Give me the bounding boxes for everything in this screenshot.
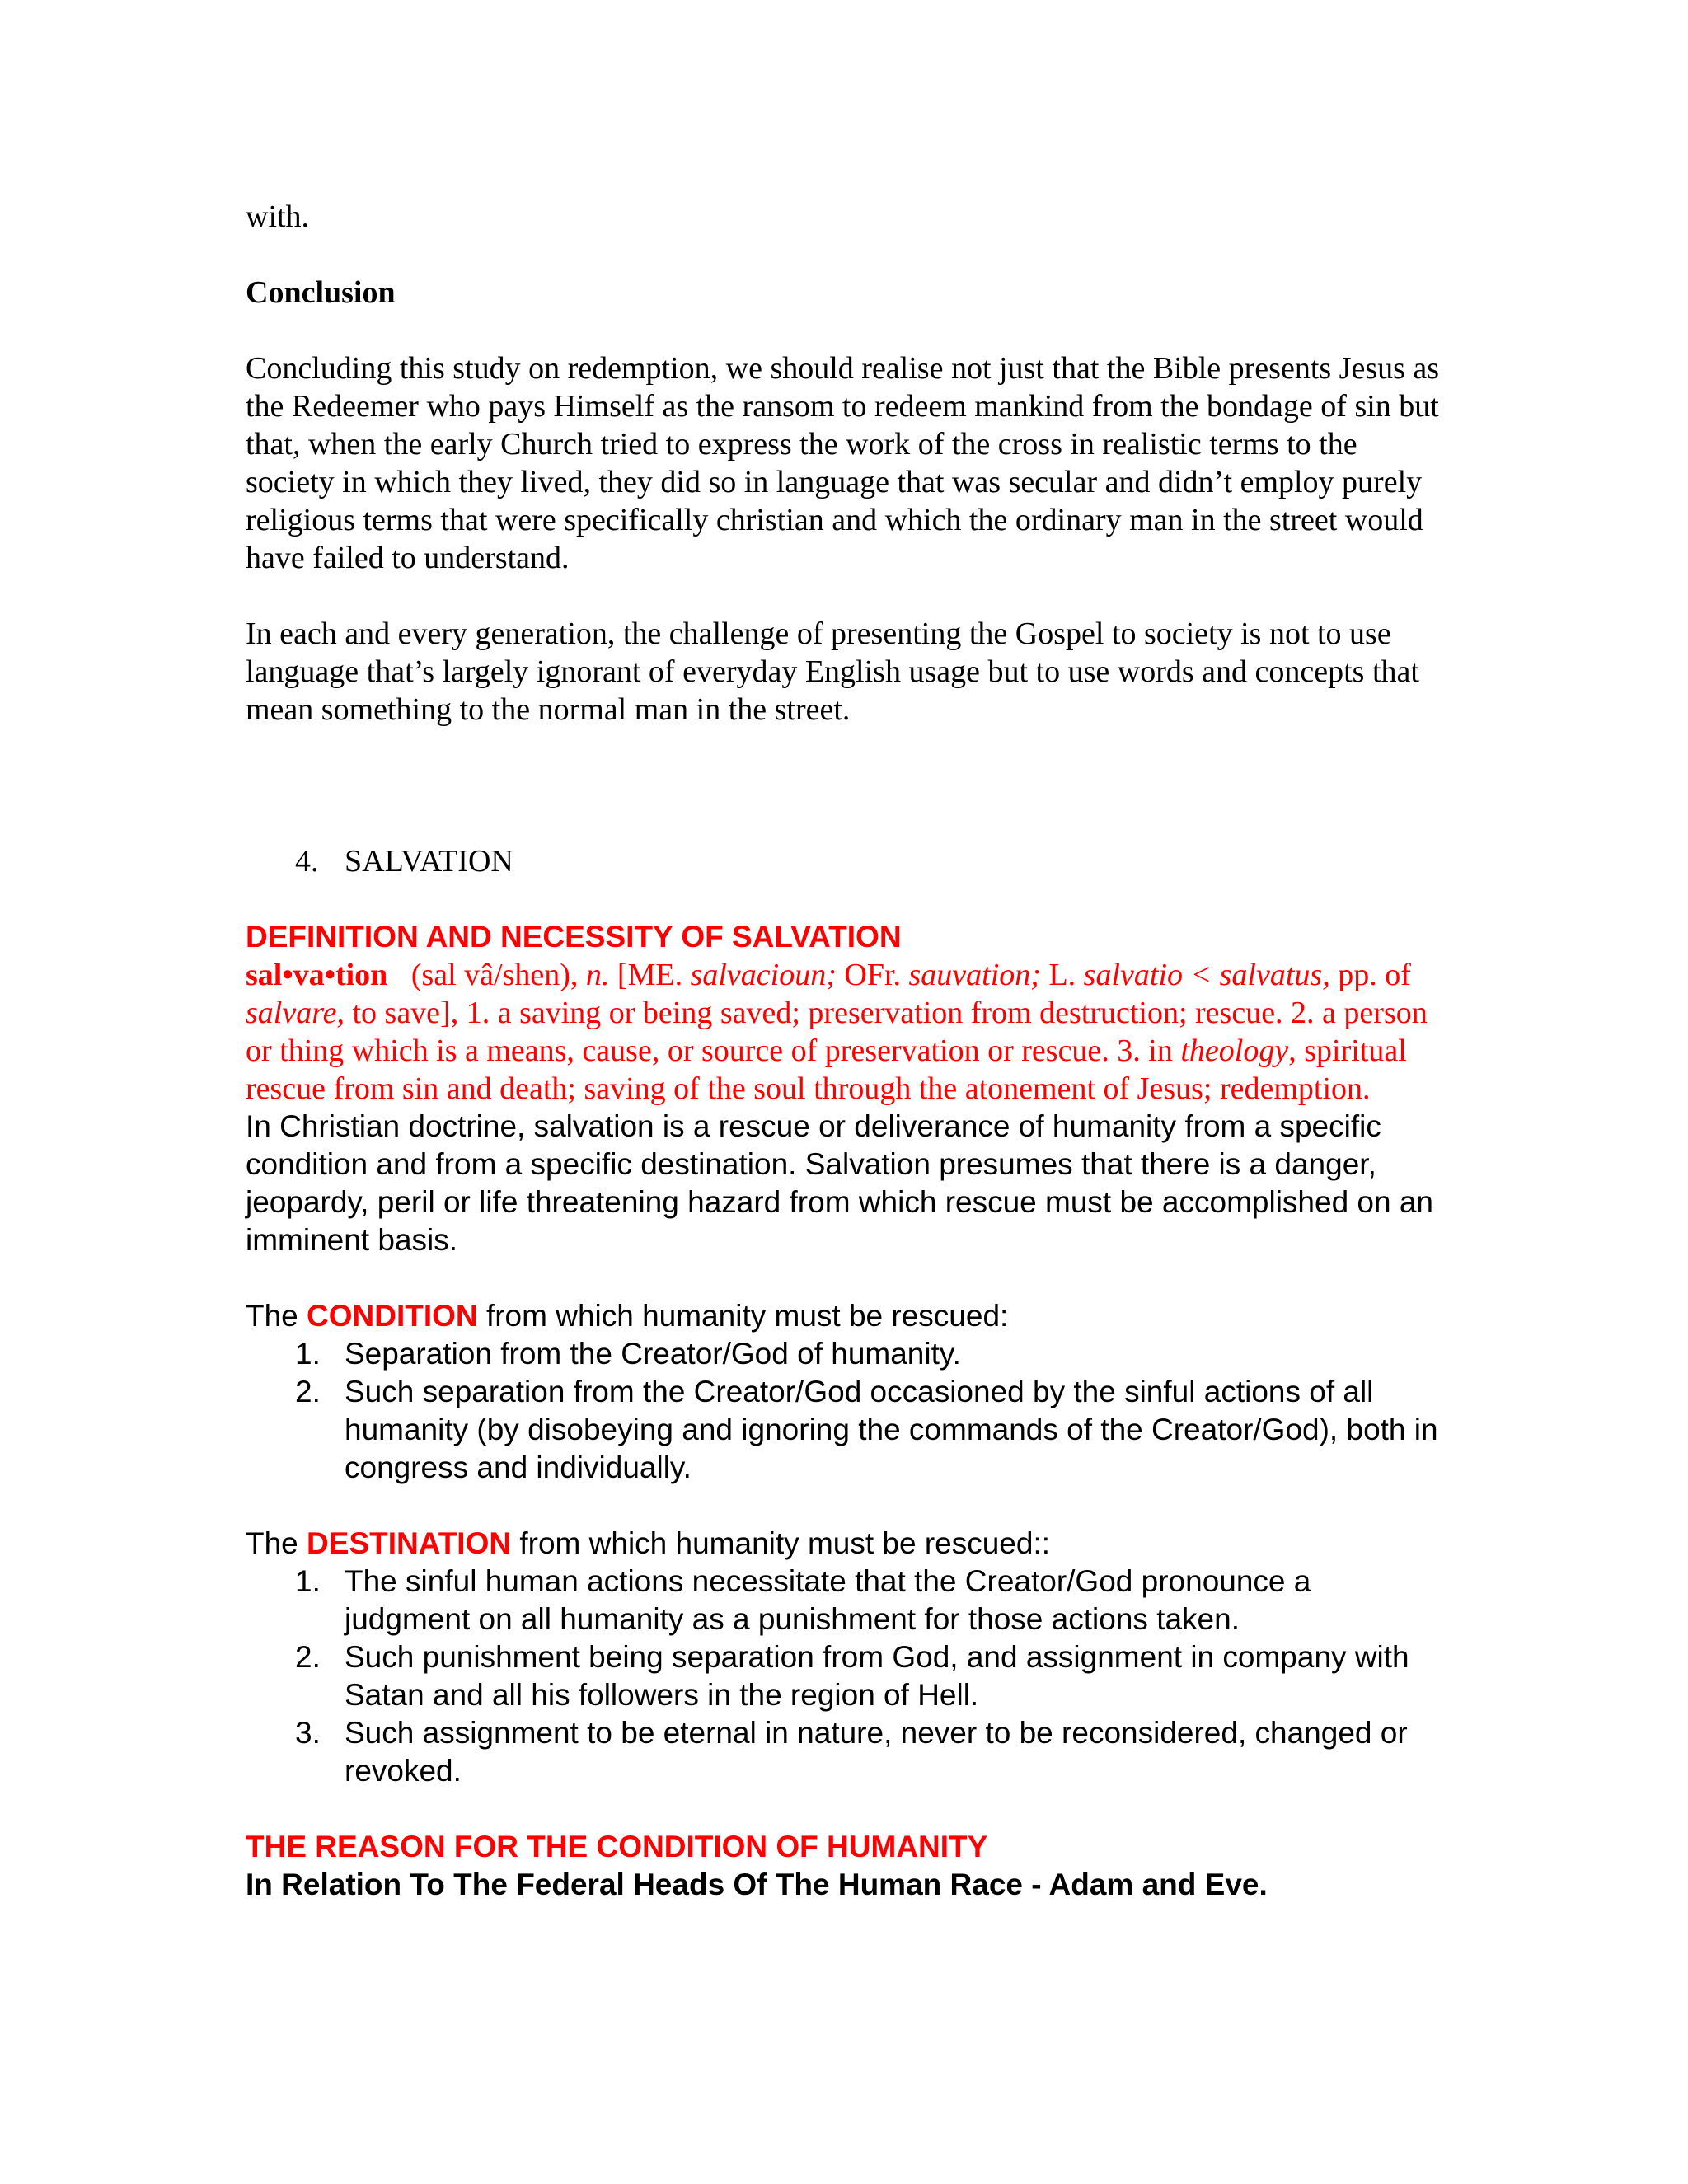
document-page <box>246 198 1441 1904</box>
condition-pre: The <box>246 1299 298 1333</box>
destination-post: from which humanity must be rescued:: <box>519 1526 1051 1560</box>
list-item <box>246 1714 1441 1790</box>
doctrine-paragraph: In Christian doctrine, salvation is a rescue or deliverance of humanity from a specific condition and from a specific destination. Salvation presumes that there is a danger, jeopardy, peril or life threatening hazard from which rescue must be accomplished on an imminent basis. <box>246 1109 1434 1257</box>
etymology-salvare: salvare, <box>246 996 345 1030</box>
definition-theology-sense: , spiritual rescue from sin and death; saving of the soul through the atonement of Jesus; redemption. <box>246 1033 1407 1106</box>
list-item-text: Such punishment being separation from God, and assignment in company with Satan and all his followers in the region of Hell. <box>345 1640 1409 1712</box>
destination-keyword: DESTINATION <box>307 1526 512 1560</box>
dictionary-headword: sal•va•tion <box>246 958 388 992</box>
section-title: SALVATION <box>345 844 513 879</box>
conclusion-heading: Conclusion <box>246 275 396 310</box>
etymology-pp-label: pp. of <box>1338 958 1411 992</box>
dictionary-pronunciation: (sal vâ/shen), <box>410 958 579 992</box>
section-number: 4. <box>295 844 319 879</box>
list-marker: 1. <box>295 1337 321 1371</box>
carryover-text: with. <box>246 199 310 234</box>
reason-heading: THE REASON FOR THE CONDITION OF HUMANITY <box>246 1830 988 1863</box>
list-item <box>246 1373 1441 1487</box>
list-item <box>246 1563 1441 1638</box>
list-marker: 2. <box>295 1640 321 1674</box>
etymology-ofr-label: OFr. <box>844 958 902 992</box>
list-marker: 1. <box>295 1564 321 1598</box>
destination-list <box>246 1563 1441 1790</box>
etymology-me-label: [ME. <box>617 958 683 992</box>
list-item-text: Such separation from the Creator/God occasioned by the sinful actions of all humanity (by disobeying and ignoring the commands of the Creator/God), both in congress and individually. <box>345 1375 1438 1484</box>
etymology-me-word: salvacioun; <box>690 958 837 992</box>
condition-post: from which humanity must be rescued: <box>485 1299 1009 1333</box>
destination-intro <box>246 1525 1441 1563</box>
etymology-ofr-word: sauvation; <box>908 958 1041 992</box>
dictionary-entry <box>246 956 1441 1108</box>
etymology-l-word: salvatio < salvatus, <box>1083 958 1330 992</box>
list-marker: 2. <box>295 1375 321 1408</box>
list-item <box>246 1335 1441 1373</box>
list-item-text: Such assignment to be eternal in nature, never to be reconsidered, changed or revoked. <box>345 1716 1408 1788</box>
dictionary-part-of-speech: n. <box>585 958 610 992</box>
list-marker: 3. <box>295 1716 321 1750</box>
list-item <box>246 1638 1441 1714</box>
conclusion-paragraph-1: Concluding this study on redemption, we should realise not just that the Bible presents Jesus as the Redeemer who pays Himself as the ransom to redeem mankind from the bondage of sin but that, when the early Church tried to express the work of the cross in realistic terms to the society in which they lived, they did so in language that was secular and didn’t employ purely religious terms that were specifically christian and which the ordinary man in the street would have failed to understand. <box>246 351 1440 575</box>
reason-subheading: In Relation To The Federal Heads Of The Human Race - Adam and Eve. <box>246 1868 1268 1901</box>
etymology-l-label: L. <box>1048 958 1076 992</box>
condition-intro <box>246 1297 1441 1335</box>
definition-heading: DEFINITION AND NECESSITY OF SALVATION <box>246 920 902 954</box>
definition-senses: to save], 1. a saving or being saved; preservation from destruction; rescue. 2. a person or thing which is a means, cause, or source of preservation or rescue. 3. in <box>246 996 1428 1068</box>
list-item-text: The sinful human actions necessitate that the Creator/God pronounce a judgment on all humanity as a punishment for those actions taken. <box>345 1564 1311 1636</box>
destination-pre: The <box>246 1526 298 1560</box>
definition-theology: theology <box>1180 1033 1289 1068</box>
condition-keyword: CONDITION <box>307 1299 478 1333</box>
conclusion-paragraph-2: In each and every generation, the challenge of presenting the Gospel to society is not to use language that’s largely ignorant of everyday English usage but to use words and concepts that mean something to the normal man in the street. <box>246 616 1419 727</box>
section-heading <box>246 842 1441 880</box>
condition-list <box>246 1335 1441 1487</box>
list-item-text: Separation from the Creator/God of humanity. <box>345 1337 961 1371</box>
